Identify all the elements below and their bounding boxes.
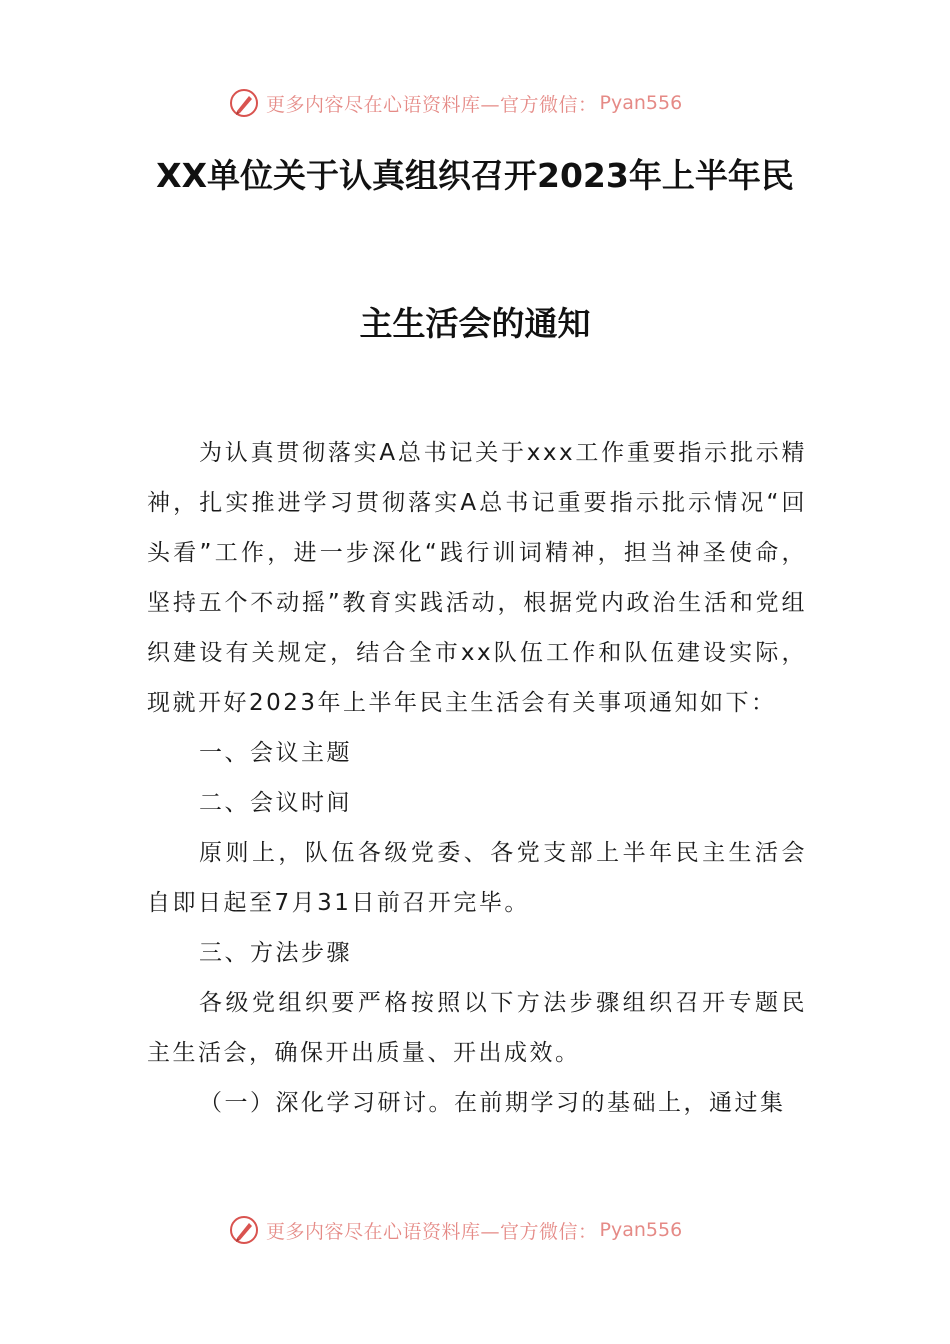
body-paragraph-intro: 为认真贯彻落实A总书记关于xxx工作重要指示批示精神，扎实推进学习贯彻落实A总书记重要指示批示情况“回头看”工作，进一步深化“践行训词精神，担当神圣使命，坚持五个不动摇”教育实践活动，根据党内政治生活和党组织建设有关规定，结合全市xx队伍工作和队伍建设实际，现就开好2023年上半年民主生活会有关事项通知如下： xyxy=(147,440,807,716)
document-body xyxy=(147,428,807,1128)
section-heading-steps: 三、方法步骤 xyxy=(199,940,352,966)
pen-logo-icon xyxy=(228,1214,260,1246)
header-watermark xyxy=(228,85,728,121)
watermark-text: 更多内容尽在心语资料库—官方微信： xyxy=(266,93,598,116)
body-paragraph-study: （一）深化学习研讨。在前期学习的基础上，通过集 xyxy=(199,1090,786,1116)
document-title-line-2: 主生活会的通知 xyxy=(359,304,591,343)
section-heading-time: 二、会议时间 xyxy=(199,790,352,816)
footer-watermark xyxy=(228,1212,728,1248)
document-title-line-1: XX单位关于认真组织召开2023年上半年民 xyxy=(156,156,794,195)
watermark-text: 更多内容尽在心语资料库—官方微信： xyxy=(266,1220,598,1243)
section-heading-theme: 一、会议主题 xyxy=(199,740,352,766)
body-paragraph-time: 原则上，队伍各级党委、各党支部上半年民主生活会自即日起至7月31日前召开完毕。 xyxy=(147,840,807,916)
watermark-wechat-id: Pyan556 xyxy=(599,1219,683,1241)
pen-logo-icon xyxy=(228,87,260,119)
watermark-wechat-id: Pyan556 xyxy=(599,92,683,114)
body-paragraph-steps: 各级党组织要严格按照以下方法步骤组织召开专题民主生活会，确保开出质量、开出成效。 xyxy=(147,990,807,1066)
